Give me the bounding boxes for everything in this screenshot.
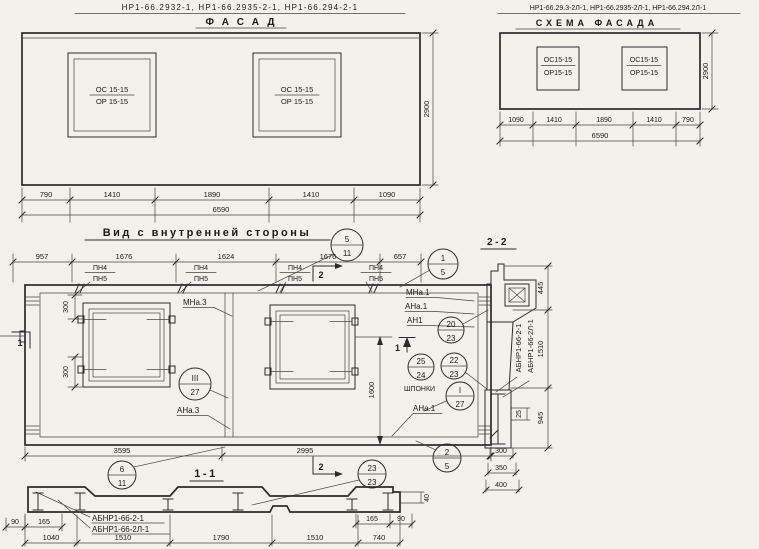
callout-top: I xyxy=(458,386,462,395)
pn-bottom-label: ПН5 xyxy=(194,276,208,283)
interior-window xyxy=(83,303,170,387)
dim-label: 300 xyxy=(63,301,70,313)
pn-bottom-label: ПН5 xyxy=(369,276,383,283)
pn-top-label: ПН4 xyxy=(369,265,383,272)
anchor-label: АНа.1 xyxy=(413,404,436,413)
dim-label: 1510 xyxy=(114,533,132,542)
dim-label: 40 xyxy=(424,494,431,502)
callout-top: 2 xyxy=(444,448,450,457)
callout-bottom: 5 xyxy=(444,462,450,471)
callout-top: 25 xyxy=(416,357,426,366)
pn-top-label: ПН4 xyxy=(194,265,208,272)
callout-top: 5 xyxy=(344,235,350,244)
dim-label: 957 xyxy=(35,252,49,261)
window-mark-top: ОС15-15 xyxy=(629,57,659,64)
section-marker-2-top xyxy=(313,266,335,281)
dim-label: 1410 xyxy=(302,190,320,199)
scheme-panel-outline xyxy=(500,33,700,109)
window-mark-top: ОС 15-15 xyxy=(280,85,314,94)
panel-mark-label: АБНР1-66-2-1 xyxy=(514,323,523,373)
dim-label: 790 xyxy=(39,190,53,199)
section-marker-label: 1 xyxy=(17,338,23,348)
callout-top: 22 xyxy=(449,356,459,365)
dim-label: 1676 xyxy=(319,252,337,261)
callout-top: 6 xyxy=(119,465,125,474)
leader-line xyxy=(405,312,474,315)
leader-line xyxy=(177,416,230,430)
window-mark-bottom: ОР 15-15 xyxy=(95,97,129,106)
dim-label: 657 xyxy=(393,252,407,261)
scheme-window xyxy=(537,47,579,90)
dim-label: 90 xyxy=(397,516,405,523)
leader-line xyxy=(78,282,372,292)
dim-label: 350 xyxy=(495,465,507,472)
anchor-label: МНа.1 xyxy=(406,288,430,297)
scheme-marks-label: НР1-66.29.3-2Л-1, НР1-66.2935-2Л-1, НР1-66.294.2Л-1 xyxy=(529,5,707,12)
facade-marks-label: НР1-66.2932-1, НР1-66.2935-2-1, НР1-66.294-2-1 xyxy=(121,3,359,12)
section-2-2-title: 2-2 xyxy=(487,237,509,248)
callout-bottom: 11 xyxy=(342,249,352,258)
scheme-window xyxy=(622,47,667,90)
callout-bottom: 23 xyxy=(367,478,377,487)
callout-top: 20 xyxy=(446,320,456,329)
dim-label: 1410 xyxy=(103,190,121,199)
anchor-label: АН1 xyxy=(407,316,423,325)
leader-line xyxy=(392,414,442,437)
dim-label: 1410 xyxy=(546,117,562,124)
dim-label: 2900 xyxy=(701,62,710,80)
dim-label: 1890 xyxy=(596,117,612,124)
callout-top: 1 xyxy=(440,254,446,263)
scheme-title: СХЕМА ФАСАДА xyxy=(535,18,659,28)
dim-label: 1676 xyxy=(115,252,133,261)
pn-top-label: ПН4 xyxy=(93,265,107,272)
callout-bottom: 24 xyxy=(416,371,426,380)
dim-label: 1040 xyxy=(42,533,60,542)
panel-web-and-rib xyxy=(485,322,513,448)
hinge-axis-lines xyxy=(271,322,352,372)
callout-bottom: 27 xyxy=(190,388,200,397)
callout-bottom: 5 xyxy=(440,268,446,277)
arrow-icon xyxy=(335,471,343,477)
section-profile xyxy=(28,487,400,512)
section-1-1-title: 1-1 xyxy=(194,468,218,480)
block-hatch xyxy=(509,288,525,302)
dim-label: 300 xyxy=(63,366,70,378)
leader-line xyxy=(252,480,359,505)
shponki-label: ШПОНКИ xyxy=(404,386,436,393)
window-mark-bottom: ОР15-15 xyxy=(543,70,573,77)
hinge-axis-lines xyxy=(84,320,169,370)
panel-mark-label: АБНР1-66-2-1 xyxy=(92,514,144,523)
interior-panel-inner-edges xyxy=(40,293,478,437)
leader-line xyxy=(406,298,474,302)
dim-line xyxy=(25,447,491,461)
dim-label: 1600 xyxy=(367,381,376,399)
anchor-label: АНа.3 xyxy=(177,406,200,415)
dim-label: 1410 xyxy=(646,117,662,124)
dim-label: 1890 xyxy=(203,190,221,199)
facade-title: ФАСАД xyxy=(205,17,283,28)
section-marker-2-bottom xyxy=(313,457,335,474)
dim-label: 1090 xyxy=(378,190,396,199)
window-mark-bottom: ОР 15-15 xyxy=(280,97,314,106)
callout-top: III xyxy=(191,374,199,383)
dim-label: 6590 xyxy=(591,131,609,140)
window-mark-bottom: ОР15-15 xyxy=(629,70,659,77)
window-mark-top: ОС 15-15 xyxy=(95,85,129,94)
dim-label: 1624 xyxy=(217,252,235,261)
dim-label: 300 xyxy=(495,448,507,455)
dim-label: 25 xyxy=(516,410,523,418)
facade-view xyxy=(19,3,438,222)
dim-label: 945 xyxy=(536,411,545,425)
pn-bottom-label: ПН5 xyxy=(288,276,302,283)
dim-label: 90 xyxy=(11,519,19,526)
interior-title: Вид с внутренней стороны xyxy=(102,227,312,239)
section-1-1 xyxy=(3,487,431,546)
callout-bottom: 27 xyxy=(455,400,465,409)
panel-mark-label: АБНР1-66-2Л-1 xyxy=(526,319,535,373)
dim-label: 6590 xyxy=(212,205,230,214)
callout-bottom: 23 xyxy=(449,370,459,379)
dim-label: 3595 xyxy=(113,446,131,455)
anchor-plate-icon xyxy=(490,394,505,444)
dim-label: 2995 xyxy=(296,446,314,455)
section-marker-label: 2 xyxy=(318,462,324,472)
dim-label: 790 xyxy=(682,117,694,124)
callout-bottom: 23 xyxy=(446,334,456,343)
pn-top-label: ПН4 xyxy=(288,265,302,272)
dim-label: 1790 xyxy=(212,533,230,542)
leader-line xyxy=(465,372,487,389)
facade-panel-outline xyxy=(22,33,420,185)
interior-view xyxy=(0,227,494,505)
dim-label: 445 xyxy=(536,281,545,295)
facade-scheme-view xyxy=(497,5,740,146)
dim-label: 165 xyxy=(366,516,378,523)
dim-label: 1510 xyxy=(306,533,324,542)
anchor-label: МНа.3 xyxy=(183,298,207,307)
pn-bottom-label: ПН5 xyxy=(93,276,107,283)
panel-mark-label: АБНР1-66-2Л-1 xyxy=(92,525,150,534)
section-marker-label: 2 xyxy=(318,270,324,280)
interior-window-face xyxy=(280,315,345,379)
dim-label: 400 xyxy=(495,482,507,489)
leader-line xyxy=(463,310,488,324)
interior-window xyxy=(270,305,355,389)
dim-label: 2900 xyxy=(422,100,431,118)
dim-label: 165 xyxy=(38,519,50,526)
interior-window-face xyxy=(93,313,160,377)
dim-line xyxy=(68,295,82,319)
section-marker-label: 1 xyxy=(395,343,401,353)
dim-line xyxy=(68,357,82,387)
dim-label: 1090 xyxy=(508,117,524,124)
arrow-icon xyxy=(335,263,343,269)
leader-line xyxy=(134,447,225,467)
anchor-label: АНа.1 xyxy=(405,302,428,311)
dim-line xyxy=(400,492,424,503)
dim-label: 740 xyxy=(372,533,386,542)
arrow-icon xyxy=(403,337,411,347)
callout-top: 23 xyxy=(367,464,377,473)
dim-label: 1510 xyxy=(536,340,545,358)
window-mark-top: ОС15-15 xyxy=(543,57,573,64)
callout-bottom: 11 xyxy=(117,479,127,488)
pn-labels xyxy=(75,265,391,293)
